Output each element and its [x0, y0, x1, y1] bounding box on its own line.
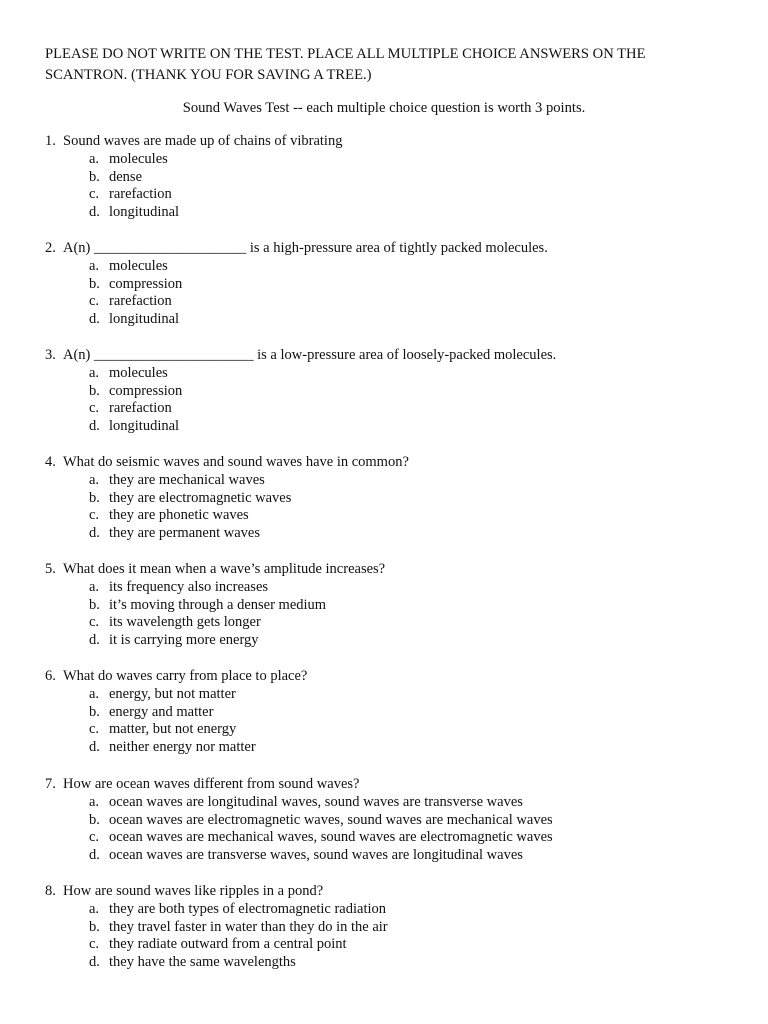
answer-option-a — [89, 365, 745, 383]
question-number: 4. — [45, 454, 56, 470]
option-text: ocean waves are mechanical waves, sound waves are electromagnetic waves — [109, 829, 553, 846]
answer-option-b — [89, 597, 745, 615]
option-letter: d. — [89, 525, 100, 542]
answer-option-d — [89, 847, 745, 865]
option-text: they are mechanical waves — [109, 471, 265, 488]
option-letter: b. — [89, 918, 100, 935]
answer-option-d — [89, 739, 745, 757]
option-text: molecules — [109, 364, 168, 381]
option-letter: d. — [89, 204, 100, 221]
question-text: How are sound waves like ripples in a pond? — [63, 883, 324, 899]
option-text: they travel faster in water than they do in the air — [109, 918, 388, 935]
option-letter: a. — [89, 685, 100, 702]
answer-option-b — [89, 812, 745, 830]
notice-line-2: SCANTRON. (THANK YOU FOR SAVING A TREE.) — [45, 67, 372, 83]
answer-option-a — [89, 258, 745, 276]
question-number: 2. — [45, 240, 56, 256]
option-text: molecules — [109, 150, 168, 167]
option-letter: c. — [89, 186, 100, 203]
option-text: rarefaction — [109, 186, 172, 203]
option-text: neither energy nor matter — [109, 739, 256, 756]
answer-option-d — [89, 418, 745, 436]
answer-option-a — [89, 151, 745, 169]
answer-options — [45, 258, 745, 329]
option-letter: d. — [89, 739, 100, 756]
question-text: A(n) _____________________ is a high-pressure area of tightly packed molecules. — [63, 240, 548, 256]
option-letter: c. — [89, 829, 100, 846]
option-letter: c. — [89, 614, 100, 631]
option-text: ocean waves are electromagnetic waves, sound waves are mechanical waves — [109, 811, 553, 828]
answer-option-a — [89, 794, 745, 812]
answer-option-d — [89, 525, 745, 543]
answer-option-b — [89, 383, 745, 401]
option-letter: b. — [89, 703, 100, 720]
answer-option-a — [89, 472, 745, 490]
answer-option-a — [89, 579, 745, 597]
question-4 — [45, 454, 745, 543]
answer-option-c — [89, 614, 745, 632]
question-6 — [45, 668, 745, 757]
option-text: its frequency also increases — [109, 578, 269, 595]
option-text: they radiate outward from a central point — [109, 936, 347, 953]
answer-option-c — [89, 186, 745, 204]
option-letter: d. — [89, 418, 100, 435]
answer-option-c — [89, 936, 745, 954]
option-letter: b. — [89, 489, 100, 506]
option-letter: c. — [89, 293, 100, 310]
option-letter: a. — [89, 471, 100, 488]
question-8 — [45, 883, 745, 972]
option-text: matter, but not energy — [109, 721, 237, 738]
option-letter: b. — [89, 168, 100, 185]
option-letter: a. — [89, 257, 100, 274]
option-text: they are both types of electromagnetic radiation — [109, 900, 387, 917]
answer-option-c — [89, 829, 745, 847]
question-number: 8. — [45, 883, 56, 899]
option-text: longitudinal — [109, 311, 180, 328]
answer-options — [45, 901, 745, 972]
option-text: they are phonetic waves — [109, 507, 249, 524]
option-text: ocean waves are longitudinal waves, sound waves are transverse waves — [109, 793, 523, 810]
question-text: How are ocean waves different from sound waves? — [63, 776, 360, 792]
option-letter: c. — [89, 400, 100, 417]
option-text: energy and matter — [109, 703, 214, 720]
option-text: they have the same wavelengths — [109, 954, 296, 971]
option-letter: d. — [89, 954, 100, 971]
answer-option-c — [89, 293, 745, 311]
question-text: Sound waves are made up of chains of vibrating — [63, 133, 343, 149]
option-letter: d. — [89, 632, 100, 649]
question-text: What do waves carry from place to place? — [63, 668, 308, 684]
option-text: rarefaction — [109, 293, 172, 310]
option-text: molecules — [109, 257, 168, 274]
answer-option-b — [89, 919, 745, 937]
answer-option-c — [89, 721, 745, 739]
option-text: it’s moving through a denser medium — [109, 596, 327, 613]
answer-option-d — [89, 311, 745, 329]
question-number: 5. — [45, 561, 56, 577]
question-7 — [45, 776, 745, 865]
option-text: compression — [109, 382, 183, 399]
answer-option-d — [89, 954, 745, 972]
question-text: A(n) ______________________ is a low-pressure area of loosely-packed molecules. — [63, 347, 557, 363]
answer-options — [45, 686, 745, 757]
option-letter: b. — [89, 811, 100, 828]
option-text: its wavelength gets longer — [109, 614, 261, 631]
option-text: they are electromagnetic waves — [109, 489, 292, 506]
option-text: longitudinal — [109, 418, 180, 435]
answer-option-a — [89, 901, 745, 919]
question-5 — [45, 561, 745, 650]
option-text: they are permanent waves — [109, 525, 260, 542]
option-letter: c. — [89, 721, 100, 738]
instructions-notice — [45, 44, 735, 86]
answer-option-d — [89, 632, 745, 650]
answer-option-b — [89, 276, 745, 294]
answer-option-b — [89, 704, 745, 722]
question-text: What does it mean when a wave’s amplitude increases? — [63, 561, 386, 577]
option-letter: a. — [89, 900, 100, 917]
option-letter: a. — [89, 578, 100, 595]
question-number: 1. — [45, 133, 56, 149]
question-text: What do seismic waves and sound waves have in common? — [63, 454, 409, 470]
option-letter: d. — [89, 847, 100, 864]
option-text: it is carrying more energy — [109, 632, 259, 649]
option-letter: b. — [89, 275, 100, 292]
answer-options — [45, 794, 745, 865]
answer-option-b — [89, 490, 745, 508]
option-letter: c. — [89, 936, 100, 953]
option-text: dense — [109, 168, 143, 185]
test-title: Sound Waves Test -- each multiple choice question is worth 3 points. — [182, 100, 586, 116]
option-text: rarefaction — [109, 400, 172, 417]
answer-option-c — [89, 507, 745, 525]
option-letter: d. — [89, 311, 100, 328]
option-text: longitudinal — [109, 204, 180, 221]
option-text: ocean waves are transverse waves, sound waves are longitudinal waves — [109, 847, 523, 864]
answer-option-d — [89, 204, 745, 222]
question-1 — [45, 133, 745, 222]
answer-options — [45, 579, 745, 650]
option-text: energy, but not matter — [109, 685, 236, 702]
option-letter: b. — [89, 382, 100, 399]
answer-options — [45, 151, 745, 222]
answer-option-c — [89, 400, 745, 418]
option-letter: a. — [89, 150, 100, 167]
question-3 — [45, 347, 745, 436]
question-number: 6. — [45, 668, 56, 684]
answer-options — [45, 365, 745, 436]
question-number: 7. — [45, 776, 56, 792]
answer-options — [45, 472, 745, 543]
notice-line-1: PLEASE DO NOT WRITE ON THE TEST. PLACE ALL MULTIPLE CHOICE ANSWERS ON THE — [45, 46, 646, 62]
option-letter: c. — [89, 507, 100, 524]
answer-option-b — [89, 169, 745, 187]
question-2 — [45, 240, 745, 329]
question-number: 3. — [45, 347, 56, 363]
option-text: compression — [109, 275, 183, 292]
option-letter: b. — [89, 596, 100, 613]
option-letter: a. — [89, 793, 100, 810]
option-letter: a. — [89, 364, 100, 381]
answer-option-a — [89, 686, 745, 704]
